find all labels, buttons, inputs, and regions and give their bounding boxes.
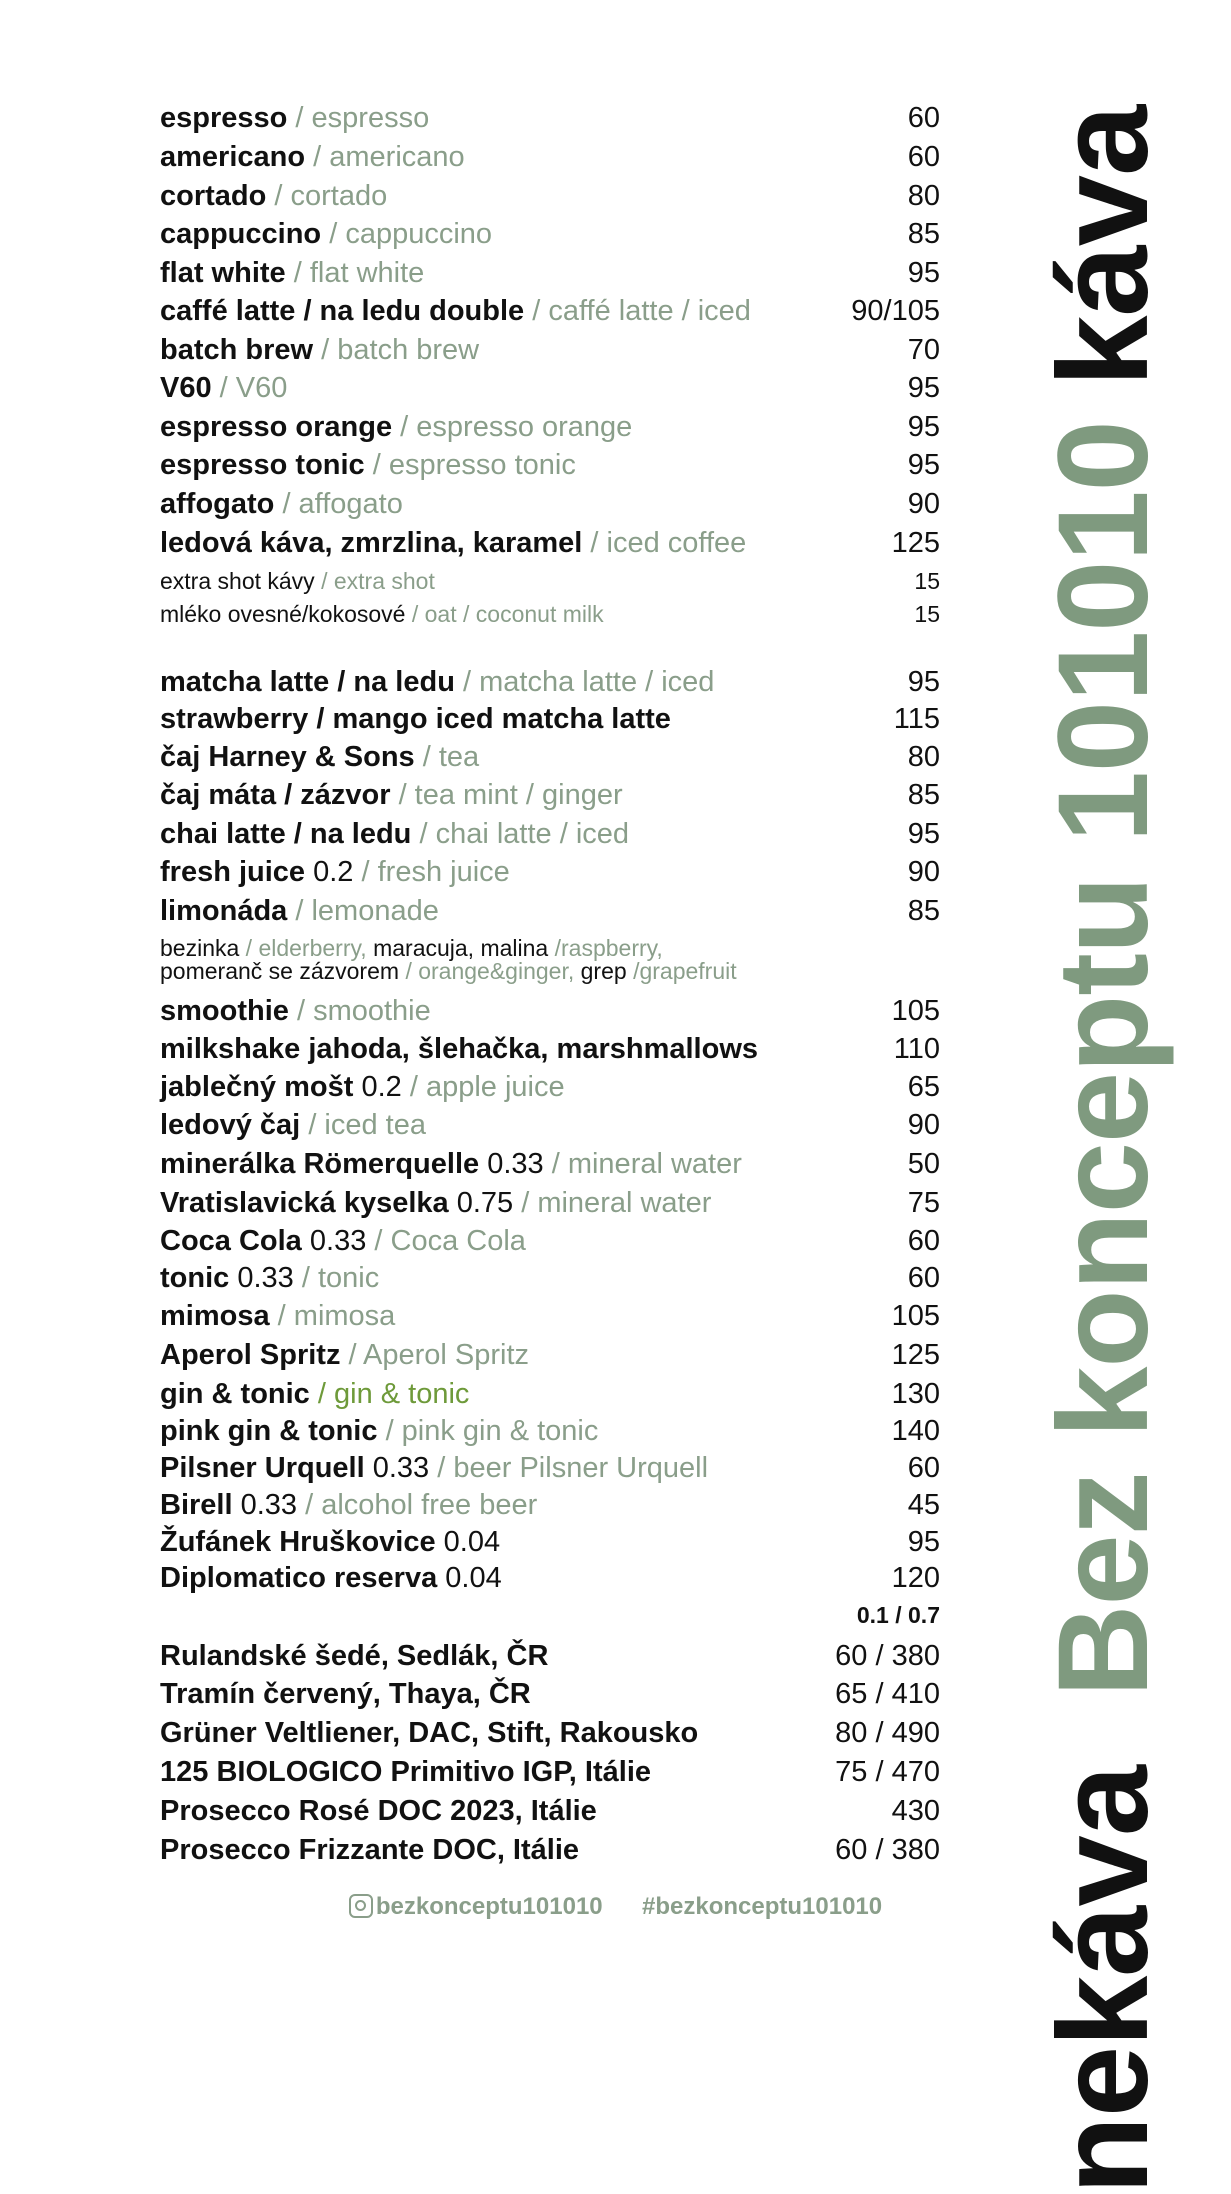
- wine-name: Prosecco Rosé DOC 2023, Itálie: [160, 1795, 597, 1827]
- menu-item-fresh-juice: [160, 854, 940, 890]
- item-volume: 0.04: [443, 1526, 501, 1558]
- title-brand: Bez konceptu 101010: [1032, 421, 1175, 1697]
- item-volume: 0.33: [309, 1225, 367, 1257]
- item-price: 85: [907, 779, 940, 811]
- item-price: 85: [907, 218, 940, 250]
- flavor-name: maracuja, malina: [373, 935, 549, 961]
- menu-item-matcha-latte: [160, 664, 940, 700]
- item-english: / matcha latte / iced: [462, 666, 715, 698]
- title-kava: káva: [1032, 105, 1175, 387]
- item-english: / smoothie: [296, 995, 431, 1027]
- item-english: / espresso: [295, 102, 430, 134]
- item-english: / iced coffee: [590, 527, 747, 559]
- item-english: / americano: [313, 141, 465, 173]
- item-name: strawberry / mango iced matcha latte: [160, 703, 671, 735]
- item-english: / Coca Cola: [374, 1225, 526, 1257]
- vertical-title: [1032, 105, 1175, 2194]
- item-price: 50: [907, 1148, 940, 1180]
- menu-item-smoothie: [160, 993, 940, 1029]
- wine-price: 65 / 410: [835, 1678, 940, 1710]
- item-price: 125: [891, 527, 940, 559]
- item-price: 80: [907, 741, 940, 773]
- item-price: 125: [891, 1339, 940, 1371]
- item-english: / tea mint / ginger: [398, 779, 623, 811]
- item-price: 110: [893, 1033, 940, 1065]
- item-price: 105: [891, 1300, 940, 1332]
- instagram-icon: [349, 1894, 373, 1918]
- menu-item-iced-matcha: [160, 701, 940, 737]
- item-volume: 0.75: [456, 1187, 514, 1219]
- item-english: / fresh juice: [361, 856, 510, 888]
- menu-item-pilsner: [160, 1450, 940, 1486]
- item-name: tonic: [160, 1262, 230, 1294]
- item-english: / mineral water: [551, 1148, 742, 1180]
- item-price: 70: [907, 334, 940, 366]
- item-name: ledová káva, zmrzlina, karamel: [160, 527, 583, 559]
- item-price: 60: [907, 1262, 940, 1294]
- item-name: Diplomatico reserva: [160, 1562, 438, 1594]
- item-price: 105: [891, 995, 940, 1027]
- item-price: 60: [907, 1225, 940, 1257]
- menu-item-hruskovice: [160, 1524, 940, 1560]
- item-name: chai latte / na ledu: [160, 818, 412, 850]
- item-name: cappuccino: [160, 218, 322, 250]
- item-name: Pilsner Urquell: [160, 1452, 365, 1484]
- item-volume: 0.2: [361, 1071, 402, 1103]
- hashtag[interactable]: #bezkonceptu101010: [642, 1893, 883, 1920]
- item-price: 85: [907, 895, 940, 927]
- menu-item-mineral-water: [160, 1146, 940, 1182]
- item-english: / batch brew: [321, 334, 480, 366]
- item-price: 60: [907, 141, 940, 173]
- menu-item-flat-white: [160, 255, 940, 291]
- menu-item-kyselka: [160, 1185, 940, 1221]
- item-english: / espresso tonic: [372, 449, 576, 481]
- item-volume: 0.33: [487, 1148, 544, 1180]
- menu-item-plant-milk: [160, 599, 940, 629]
- item-name: Aperol Spritz: [160, 1339, 341, 1371]
- item-name: V60: [160, 372, 212, 404]
- item-name: gin & tonic: [160, 1378, 310, 1410]
- wine-item-gruner: [160, 1715, 940, 1751]
- item-name: čaj Harney & Sons: [160, 741, 415, 773]
- item-price: 95: [907, 666, 940, 698]
- item-name: minerálka Römerquelle: [160, 1148, 480, 1180]
- item-name: americano: [160, 141, 306, 173]
- item-english: / cappuccino: [329, 218, 493, 250]
- item-name: mimosa: [160, 1300, 270, 1332]
- menu-item-coca-cola: [160, 1223, 940, 1259]
- wine-price: 60 / 380: [835, 1834, 940, 1866]
- item-price: 45: [907, 1489, 940, 1521]
- item-name: caffé latte / na ledu double: [160, 295, 525, 327]
- menu-item-gin-tonic: [160, 1376, 940, 1412]
- item-english: / affogato: [282, 488, 403, 520]
- item-name: batch brew: [160, 334, 314, 366]
- item-price: 95: [907, 372, 940, 404]
- item-price: 140: [891, 1415, 940, 1447]
- item-english: / alcohol free beer: [305, 1489, 538, 1521]
- item-english: / gin & tonic: [317, 1378, 470, 1410]
- flavor-name: grep: [580, 958, 627, 984]
- menu-item-v60: [160, 370, 940, 406]
- item-name: limonáda: [160, 895, 288, 927]
- item-price: 95: [907, 1526, 940, 1558]
- flavor-english: /grapefruit: [633, 958, 737, 984]
- item-english: / caffé latte / iced: [532, 295, 751, 327]
- item-price: 95: [907, 818, 940, 850]
- item-name: espresso: [160, 102, 288, 134]
- item-english: / oat / coconut milk: [411, 601, 604, 627]
- wine-price: 75 / 470: [835, 1756, 940, 1788]
- menu-item-cappuccino: [160, 216, 940, 252]
- item-price: 65: [907, 1071, 940, 1103]
- menu-item-tonic: [160, 1260, 940, 1296]
- menu-item-iced-tea: [160, 1107, 940, 1143]
- item-name: smoothie: [160, 995, 289, 1027]
- menu-item-milkshake: [160, 1031, 940, 1067]
- menu-item-caffe-latte: [160, 293, 940, 329]
- menu-item-tea-mint-ginger: [160, 777, 940, 813]
- item-price: 90: [907, 488, 940, 520]
- item-price: 90: [907, 1109, 940, 1141]
- item-name: Vratislavická kyselka: [160, 1187, 449, 1219]
- menu-item-espresso: [160, 100, 940, 136]
- wine-name: Prosecco Frizzante DOC, Itálie: [160, 1834, 580, 1866]
- item-english: / Aperol Spritz: [348, 1339, 530, 1371]
- wine-name: 125 BIOLOGICO Primitivo IGP, Itálie: [160, 1756, 652, 1788]
- menu-item-espresso-orange: [160, 409, 940, 445]
- item-volume: 0.04: [445, 1562, 502, 1594]
- item-price: 130: [891, 1378, 940, 1410]
- wine-item-primitivo: [160, 1754, 940, 1790]
- wine-name: Grüner Veltliener, DAC, Stift, Rakousko: [160, 1717, 699, 1749]
- item-price: 60: [907, 1452, 940, 1484]
- menu-item-lemonade: [160, 893, 940, 929]
- menu-item-affogato: [160, 486, 940, 522]
- footer: [0, 1893, 1231, 1921]
- menu-item-batch-brew: [160, 332, 940, 368]
- menu-item-tea: [160, 739, 940, 775]
- item-name: fresh juice: [160, 856, 306, 888]
- item-english: / V60: [219, 372, 288, 404]
- menu-item-mimosa: [160, 1298, 940, 1334]
- item-english: / beer Pilsner Urquell: [437, 1452, 709, 1484]
- wine-item-rulandske: [160, 1638, 940, 1674]
- item-price: 95: [907, 411, 940, 443]
- item-english: / flat white: [293, 257, 425, 289]
- item-price: 95: [907, 257, 940, 289]
- wine-price: 80 / 490: [835, 1717, 940, 1749]
- item-volume: 0.33: [240, 1489, 298, 1521]
- flavor-name: bezinka: [160, 935, 240, 961]
- item-name: čaj máta / zázvor: [160, 779, 391, 811]
- item-name: ledový čaj: [160, 1109, 301, 1141]
- wine-item-prosecco-rose: [160, 1793, 940, 1829]
- item-name: affogato: [160, 488, 275, 520]
- flavor-english: / orange&ginger,: [405, 958, 575, 984]
- item-name: pink gin & tonic: [160, 1415, 378, 1447]
- item-price: 15: [914, 568, 940, 594]
- item-english: / cortado: [274, 180, 388, 212]
- flavor-name: pomeranč se zázvorem: [160, 958, 400, 984]
- item-price: 120: [891, 1562, 940, 1594]
- item-name: extra shot kávy: [160, 568, 315, 594]
- item-volume: 0.33: [237, 1262, 294, 1294]
- item-price: 90/105: [851, 295, 940, 327]
- flavor-english: / elderberry,: [245, 935, 367, 961]
- menu-item-birell: [160, 1487, 940, 1523]
- item-english: / extra shot: [321, 568, 435, 594]
- item-name: milkshake jahoda, šlehačka, marshmallows: [160, 1033, 759, 1065]
- wine-name: Tramín červený, Thaya, ČR: [160, 1678, 531, 1710]
- item-price: 75: [907, 1187, 940, 1219]
- item-english: / mineral water: [521, 1187, 712, 1219]
- menu-item-espresso-tonic: [160, 447, 940, 483]
- item-english: / pink gin & tonic: [385, 1415, 599, 1447]
- item-name: espresso orange: [160, 411, 393, 443]
- item-name: jablečný mošt: [160, 1071, 354, 1103]
- item-price: 90: [907, 856, 940, 888]
- item-english: / mimosa: [277, 1300, 396, 1332]
- item-english: / apple juice: [409, 1071, 565, 1103]
- item-name: flat white: [160, 257, 286, 289]
- menu-item-chai-latte: [160, 816, 940, 852]
- item-price: 95: [907, 449, 940, 481]
- menu-item-iced-coffee: [160, 525, 940, 561]
- instagram-handle[interactable]: bezkonceptu101010: [375, 1893, 603, 1920]
- flavor-english: /raspberry,: [554, 935, 663, 961]
- item-volume: 0.33: [372, 1452, 430, 1484]
- wine-volume-header: 0.1 / 0.7: [856, 1602, 940, 1628]
- menu-item-cortado: [160, 178, 940, 214]
- title-nekava: nekáva: [1032, 1766, 1175, 2194]
- menu-item-aperol-spritz: [160, 1337, 940, 1373]
- wine-price: 60 / 380: [835, 1640, 940, 1672]
- item-name: espresso tonic: [160, 449, 365, 481]
- item-english: / lemonade: [295, 895, 439, 927]
- menu-item-americano: [160, 139, 940, 175]
- wine-item-tramin: [160, 1676, 940, 1712]
- item-english: / chai latte / iced: [419, 818, 630, 850]
- item-price: 115: [893, 703, 940, 735]
- item-english: / espresso orange: [400, 411, 633, 443]
- item-name: mléko ovesné/kokosové: [160, 601, 406, 627]
- item-volume: 0.2: [313, 856, 354, 888]
- item-price: 80: [907, 180, 940, 212]
- menu-item-diplomatico: [160, 1560, 940, 1596]
- item-price: 15: [914, 601, 940, 627]
- item-name: Žufánek Hruškovice: [160, 1526, 436, 1558]
- item-price: 60: [907, 102, 940, 134]
- wine-item-prosecco-frizzante: [160, 1832, 940, 1868]
- wine-price: 430: [891, 1795, 940, 1827]
- item-name: Coca Cola: [160, 1225, 302, 1257]
- lemonade-flavors-line-2: [160, 958, 940, 984]
- menu-item-apple-juice: [160, 1069, 940, 1105]
- item-name: Birell: [160, 1489, 233, 1521]
- wine-name: Rulandské šedé, Sedlák, ČR: [160, 1640, 549, 1672]
- menu-item-extra-shot: [160, 566, 940, 596]
- item-english: / iced tea: [308, 1109, 426, 1141]
- item-name: matcha latte / na ledu: [160, 666, 455, 698]
- item-name: cortado: [160, 180, 267, 212]
- item-english: / tea: [422, 741, 480, 773]
- item-english: / tonic: [301, 1262, 380, 1294]
- menu-item-pink-gin-tonic: [160, 1413, 940, 1449]
